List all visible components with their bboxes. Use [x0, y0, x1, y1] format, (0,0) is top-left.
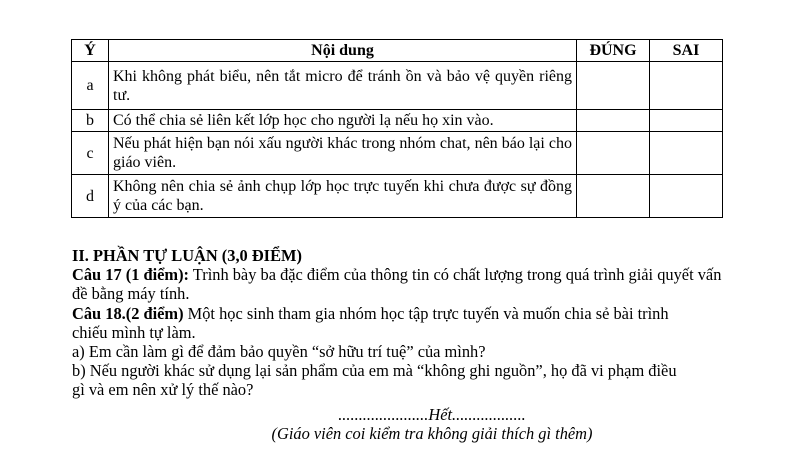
table-row: [72, 132, 723, 175]
false-answer-box[interactable]: [650, 62, 723, 110]
question-18-part-b: b) Nếu người khác sử dụng lại sản phẩm của em mà “không ghi nguồn”, họ đã vi phạm điều gì và em nên xử lý thế nào?: [72, 361, 677, 400]
question-18-part-a: a) Em cần làm gì để đảm bảo quyền “sở hữu trí tuệ” của mình?: [72, 342, 486, 362]
false-answer-box[interactable]: [650, 132, 723, 175]
row-letter: c: [72, 132, 109, 175]
row-content: Khi không phát biểu, nên tắt micro để tránh ồn và bảo vệ quyền riêng tư.: [109, 62, 577, 110]
table-row: [72, 175, 723, 218]
footer-note: (Giáo viên coi kiểm tra không giải thích gì thêm): [271, 423, 593, 443]
false-answer-box[interactable]: [650, 110, 723, 132]
table-header-row: [72, 40, 723, 62]
true-answer-box[interactable]: [577, 175, 650, 218]
true-answer-box[interactable]: [577, 110, 650, 132]
question-17-label: Câu 17 (1 điểm):: [72, 265, 189, 285]
row-content: Có thể chia sẻ liên kết lớp học cho người lạ nếu họ xin vào.: [109, 110, 577, 132]
true-answer-box[interactable]: [577, 62, 650, 110]
row-letter: b: [72, 110, 109, 132]
section-heading: II. PHẦN TỰ LUẬN (3,0 ĐIỂM): [72, 246, 302, 265]
question-18-text: Một học sinh tham gia nhóm học tập trực tuyến và muốn chia sẻ bài trình chiếu mình tự làm.: [72, 303, 669, 342]
true-false-table: [71, 39, 723, 218]
header-true: ĐÚNG: [577, 40, 650, 62]
true-answer-box[interactable]: [577, 132, 650, 175]
row-letter: a: [72, 62, 109, 110]
question-18: [72, 304, 682, 342]
question-17-text: Trình bày ba đặc điểm của thông tin có chất lượng trong quá trình giải quyết vấn đề bằng máy tính.: [72, 265, 722, 304]
table-row: [72, 110, 723, 132]
false-answer-box[interactable]: [650, 175, 723, 218]
row-letter: d: [72, 175, 109, 218]
header-content: Nội dung: [109, 40, 577, 62]
header-false: SAI: [650, 40, 723, 62]
essay-section: [72, 246, 732, 443]
table-row: [72, 62, 723, 110]
row-content: Nếu phát hiện bạn nói xấu người khác trong nhóm chat, nên báo lại cho giáo viên.: [109, 132, 577, 175]
question-18-label: Câu 18.(2 điểm): [72, 303, 184, 323]
row-content: Không nên chia sẻ ảnh chụp lớp học trực tuyến khi chưa được sự đồng ý của các bạn.: [109, 175, 577, 218]
header-item: Ý: [72, 40, 109, 62]
end-marker: ......................Hết..................: [338, 404, 526, 424]
question-17: [72, 265, 732, 303]
